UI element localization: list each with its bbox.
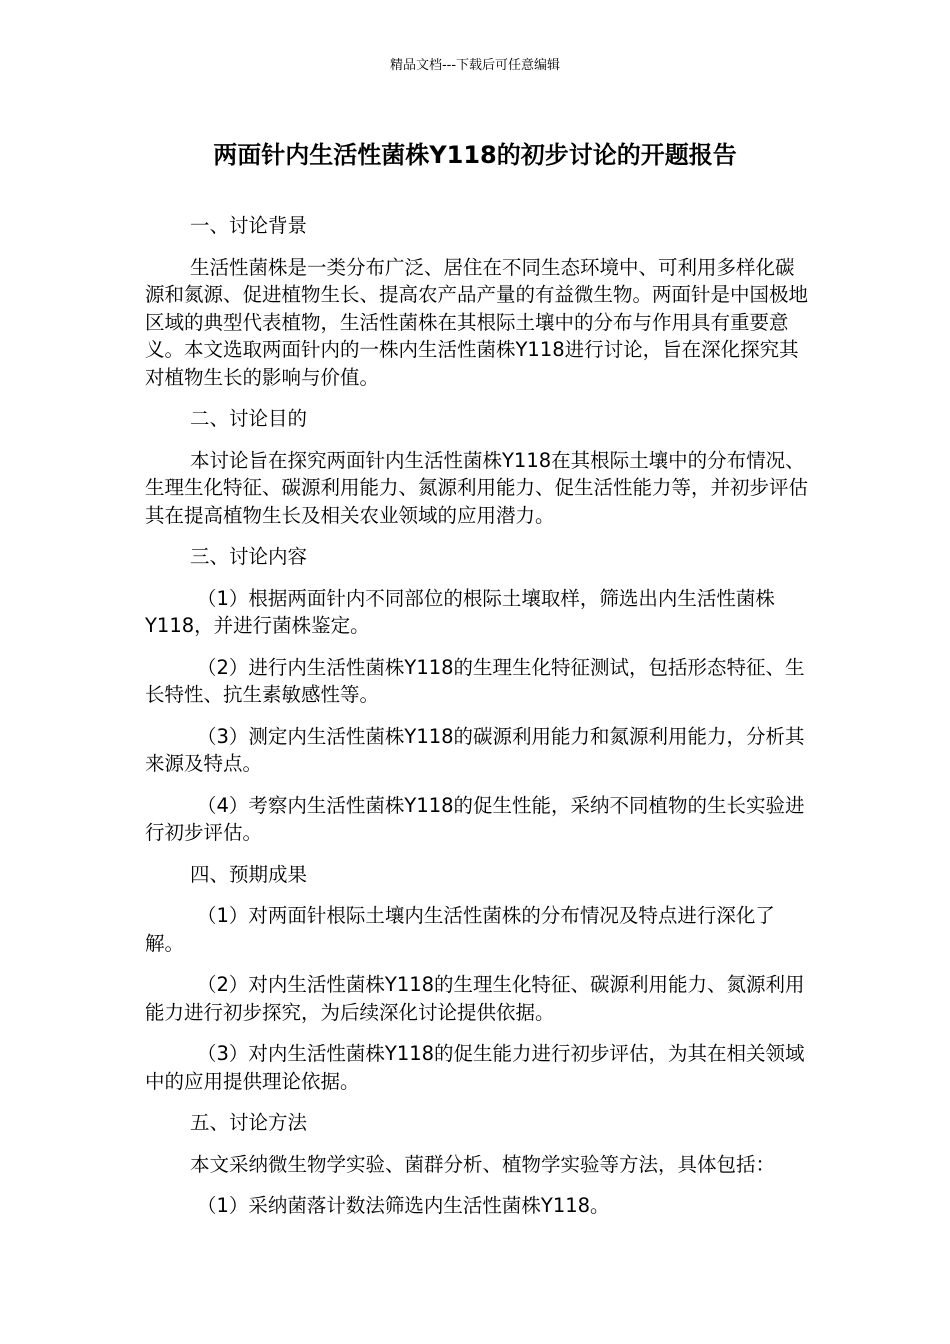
purpose-paragraph: 本讨论旨在探究两面针内生活性菌株Y118在其根际土壤中的分布情况、生理生化特征、碳源利用能力、氮源利用能力、促生活性能力等，并初步评估其在提高植物生长及相关农业领域的应用潜力。 xyxy=(145,448,809,527)
page-header: 精品文档---下载后可任意编辑 xyxy=(389,58,561,73)
section-heading-content: 三、讨论内容 xyxy=(190,545,308,568)
outcome-item-1: （1）对两面针根际土壤内生活性菌株的分布情况及特点进行深化了解。 xyxy=(145,904,775,955)
section-heading-outcomes: 四、预期成果 xyxy=(190,862,308,886)
section-heading-background: 一、讨论背景 xyxy=(190,214,308,237)
content-item-4: （4）考察内生活性菌株Y118的促生性能，采纳不同植物的生长实验进行初步评估。 xyxy=(145,793,805,844)
document-title: 两面针内生活性菌株Y118的初步讨论的开题报告 xyxy=(213,141,737,169)
document-body xyxy=(145,212,810,1234)
section-heading-purpose: 二、讨论目的 xyxy=(190,407,308,430)
background-paragraph: 生活性菌株是一类分布广泛、居住在不同生态环境中、可利用多样化碳源和氮源、促进植物生长、提高农产品产量的有益微生物。两面针是中国极地区域的典型代表植物，生活性菌株在其根际土壤中的分布与作用具有重要意义。本文选取两面针内的一株内生活性菌株Y118进行讨论，旨在深化探究其对植物生长的影响与价值。 xyxy=(145,255,809,389)
methods-paragraph: 本文采纳微生物学实验、菌群分析、植物学实验等方法，具体包括： xyxy=(190,1152,776,1176)
content-item-2: （2）进行内生活性菌株Y118的生理生化特征测试，包括形态特征、生长特性、抗生素敏感性等。 xyxy=(145,655,805,706)
outcome-item-2: （2）对内生活性菌株Y118的生理生化特征、碳源利用能力、氮源利用能力进行初步探究，为后续深化讨论提供依据。 xyxy=(145,973,805,1024)
content-item-3: （3）测定内生活性菌株Y118的碳源利用能力和氮源利用能力，分析其来源及特点。 xyxy=(145,724,805,775)
section-heading-methods: 五、讨论方法 xyxy=(190,1111,308,1134)
outcome-item-3: （3）对内生活性菌株Y118的促生能力进行初步评估，为其在相关领域中的应用提供理论依据。 xyxy=(145,1042,805,1093)
content-item-1: （1）根据两面针内不同部位的根际土壤取样，筛选出内生活性菌株Y118，并进行菌株鉴定。 xyxy=(145,586,775,637)
method-item-1: （1）采纳菌落计数法筛选内生活性菌株Y118。 xyxy=(197,1194,610,1217)
